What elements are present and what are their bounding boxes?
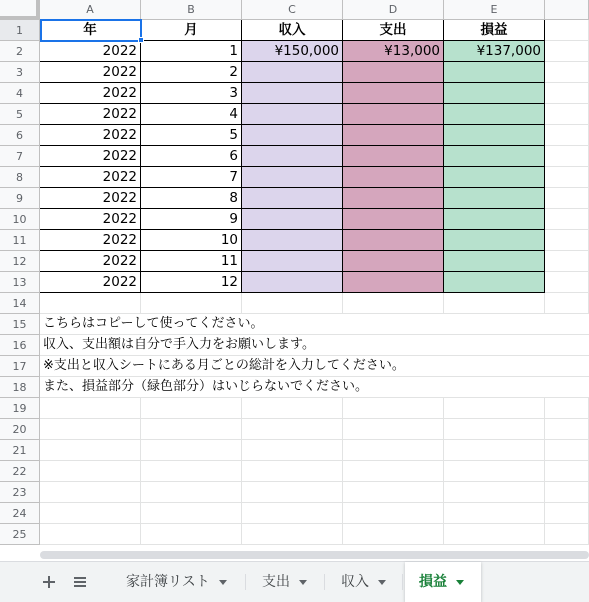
column-header-a[interactable]: A	[40, 0, 141, 20]
sheet-tab-label: 家計簿リスト	[126, 574, 210, 590]
row-header-1[interactable]: 1	[0, 20, 40, 41]
empty-cell[interactable]	[343, 482, 444, 503]
empty-cell[interactable]	[545, 419, 589, 440]
empty-cell[interactable]	[545, 398, 589, 419]
profit-cell[interactable]	[444, 125, 545, 146]
empty-cell[interactable]	[343, 461, 444, 482]
empty-cell[interactable]	[40, 482, 141, 503]
sheet-tab-label: 収入	[341, 574, 369, 590]
empty-cell[interactable]	[444, 419, 545, 440]
profit-cell[interactable]	[444, 188, 545, 209]
empty-cell[interactable]	[40, 461, 141, 482]
empty-cell[interactable]	[545, 482, 589, 503]
profit-cell[interactable]	[444, 251, 545, 272]
year-cell[interactable]: 2022	[40, 209, 141, 230]
income-cell[interactable]	[242, 167, 343, 188]
row-header-16[interactable]: 16	[0, 335, 40, 356]
row-header-17[interactable]: 17	[0, 356, 40, 377]
sheet-tab-label: 損益	[419, 574, 447, 590]
empty-cell[interactable]	[343, 419, 444, 440]
horizontal-scrollbar[interactable]	[40, 551, 589, 559]
empty-cell[interactable]	[545, 209, 589, 230]
header-cell[interactable]: 年	[40, 20, 141, 41]
row-header-4[interactable]: 4	[0, 83, 40, 104]
row-header-7[interactable]: 7	[0, 146, 40, 167]
profit-cell[interactable]	[444, 167, 545, 188]
income-cell[interactable]	[242, 104, 343, 125]
row-header-9[interactable]: 9	[0, 188, 40, 209]
row-header-8[interactable]: 8	[0, 167, 40, 188]
empty-cell[interactable]	[545, 83, 589, 104]
income-cell[interactable]	[242, 188, 343, 209]
empty-cell[interactable]	[444, 524, 545, 545]
header-cell[interactable]: 月	[141, 20, 242, 41]
empty-cell[interactable]	[141, 398, 242, 419]
row-header-10[interactable]: 10	[0, 209, 40, 230]
row-header-14[interactable]: 14	[0, 293, 40, 314]
empty-cell[interactable]	[545, 230, 589, 251]
empty-cell[interactable]	[40, 398, 141, 419]
empty-cell[interactable]	[545, 125, 589, 146]
year-cell[interactable]: 2022	[40, 188, 141, 209]
income-cell[interactable]	[242, 125, 343, 146]
month-cell[interactable]: 7	[141, 167, 242, 188]
income-cell[interactable]	[242, 272, 343, 293]
expense-cell[interactable]	[343, 62, 444, 83]
caret-down-icon[interactable]	[378, 580, 386, 585]
caret-down-icon[interactable]	[456, 580, 464, 585]
year-cell[interactable]: 2022	[40, 167, 141, 188]
empty-cell[interactable]	[141, 482, 242, 503]
row-header-12[interactable]: 12	[0, 251, 40, 272]
income-cell[interactable]: ¥150,000	[242, 41, 343, 62]
expense-cell[interactable]	[343, 230, 444, 251]
profit-cell[interactable]: ¥137,000	[444, 41, 545, 62]
expense-cell[interactable]	[343, 125, 444, 146]
empty-cell[interactable]	[40, 419, 141, 440]
expense-cell[interactable]	[343, 188, 444, 209]
empty-cell[interactable]	[545, 272, 589, 293]
header-cell[interactable]: 損益	[444, 20, 545, 41]
note-cell[interactable]: こちらはコピーして使ってください。	[40, 314, 589, 335]
empty-cell[interactable]	[545, 251, 589, 272]
profit-cell[interactable]	[444, 230, 545, 251]
empty-cell[interactable]	[545, 62, 589, 83]
row-header-24[interactable]: 24	[0, 503, 40, 524]
row-header-15[interactable]: 15	[0, 314, 40, 335]
empty-cell[interactable]	[545, 293, 589, 314]
tab-divider	[402, 574, 403, 590]
caret-down-icon[interactable]	[299, 580, 307, 585]
empty-cell[interactable]	[40, 440, 141, 461]
empty-cell[interactable]	[343, 398, 444, 419]
empty-cell[interactable]	[545, 20, 589, 41]
empty-cell[interactable]	[242, 524, 343, 545]
expense-cell[interactable]	[343, 272, 444, 293]
profit-cell[interactable]	[444, 83, 545, 104]
sheet-tab-bar	[0, 561, 589, 602]
column-header-c[interactable]: C	[242, 0, 343, 20]
empty-cell[interactable]	[242, 503, 343, 524]
empty-cell[interactable]	[242, 482, 343, 503]
row-header-5[interactable]: 5	[0, 104, 40, 125]
sheet-tab[interactable]	[112, 562, 232, 602]
year-cell[interactable]: 2022	[40, 272, 141, 293]
empty-cell[interactable]	[343, 293, 444, 314]
sheet-tab-label: 支出	[262, 574, 290, 590]
tab-divider	[324, 574, 325, 590]
year-cell[interactable]: 2022	[40, 125, 141, 146]
row-header-25[interactable]: 25	[0, 524, 40, 545]
expense-cell[interactable]	[343, 167, 444, 188]
row-header-19[interactable]: 19	[0, 398, 40, 419]
month-cell[interactable]: 1	[141, 41, 242, 62]
empty-cell[interactable]	[141, 524, 242, 545]
year-cell[interactable]: 2022	[40, 146, 141, 167]
empty-cell[interactable]	[545, 503, 589, 524]
year-cell[interactable]: 2022	[40, 83, 141, 104]
empty-cell[interactable]	[141, 440, 242, 461]
profit-cell[interactable]	[444, 209, 545, 230]
select-all-corner[interactable]	[0, 0, 40, 20]
column-header-overflow[interactable]	[545, 0, 589, 20]
row-header-21[interactable]: 21	[0, 440, 40, 461]
empty-cell[interactable]	[545, 146, 589, 167]
empty-cell[interactable]	[545, 188, 589, 209]
empty-cell[interactable]	[444, 461, 545, 482]
empty-cell[interactable]	[242, 461, 343, 482]
header-cell[interactable]: 支出	[343, 20, 444, 41]
empty-cell[interactable]	[343, 503, 444, 524]
list-icon[interactable]	[68, 570, 92, 594]
empty-cell[interactable]	[242, 440, 343, 461]
year-cell[interactable]: 2022	[40, 41, 141, 62]
row-header-2[interactable]: 2	[0, 41, 40, 62]
month-cell[interactable]: 10	[141, 230, 242, 251]
month-cell[interactable]: 2	[141, 62, 242, 83]
caret-down-icon[interactable]	[219, 580, 227, 585]
row-header-22[interactable]: 22	[0, 461, 40, 482]
expense-cell[interactable]	[343, 251, 444, 272]
profit-cell[interactable]	[444, 146, 545, 167]
empty-cell[interactable]	[444, 293, 545, 314]
note-cell[interactable]: また、損益部分（緑色部分）はいじらないでください。	[40, 377, 589, 398]
month-cell[interactable]: 4	[141, 104, 242, 125]
profit-cell[interactable]	[444, 62, 545, 83]
empty-cell[interactable]	[444, 398, 545, 419]
header-cell[interactable]: 収入	[242, 20, 343, 41]
year-cell[interactable]: 2022	[40, 251, 141, 272]
sheet-tab[interactable]	[327, 562, 389, 602]
income-cell[interactable]	[242, 83, 343, 104]
year-cell[interactable]: 2022	[40, 104, 141, 125]
tab-divider	[245, 574, 246, 590]
note-cell[interactable]: 収入、支出額は自分で手入力をお願いします。	[40, 335, 589, 356]
month-cell[interactable]: 11	[141, 251, 242, 272]
expense-cell[interactable]	[343, 146, 444, 167]
empty-cell[interactable]	[545, 41, 589, 62]
row-header-20[interactable]: 20	[0, 419, 40, 440]
year-cell[interactable]: 2022	[40, 230, 141, 251]
profit-cell[interactable]	[444, 104, 545, 125]
empty-cell[interactable]	[545, 524, 589, 545]
income-cell[interactable]	[242, 209, 343, 230]
empty-cell[interactable]	[444, 503, 545, 524]
month-cell[interactable]: 5	[141, 125, 242, 146]
empty-cell[interactable]	[141, 419, 242, 440]
expense-cell[interactable]: ¥13,000	[343, 41, 444, 62]
row-header-3[interactable]: 3	[0, 62, 40, 83]
row-header-11[interactable]: 11	[0, 230, 40, 251]
empty-cell[interactable]	[40, 503, 141, 524]
note-cell[interactable]: ※支出と収入シートにある月ごとの総計を入力してください。	[40, 356, 589, 377]
row-header-23[interactable]: 23	[0, 482, 40, 503]
column-header-b[interactable]: B	[141, 0, 242, 20]
column-header-e[interactable]: E	[444, 0, 545, 20]
income-cell[interactable]	[242, 230, 343, 251]
fill-handle[interactable]	[138, 37, 144, 43]
row-header-13[interactable]: 13	[0, 272, 40, 293]
empty-cell[interactable]	[444, 440, 545, 461]
month-cell[interactable]: 12	[141, 272, 242, 293]
empty-cell[interactable]	[545, 167, 589, 188]
plus-icon[interactable]	[37, 570, 61, 594]
empty-cell[interactable]	[545, 104, 589, 125]
row-header-6[interactable]: 6	[0, 125, 40, 146]
empty-cell[interactable]	[242, 398, 343, 419]
empty-cell[interactable]	[40, 524, 141, 545]
empty-cell[interactable]	[40, 293, 141, 314]
empty-cell[interactable]	[444, 482, 545, 503]
empty-cell[interactable]	[141, 503, 242, 524]
empty-cell[interactable]	[242, 293, 343, 314]
income-cell[interactable]	[242, 251, 343, 272]
empty-cell[interactable]	[545, 461, 589, 482]
month-cell[interactable]: 3	[141, 83, 242, 104]
month-cell[interactable]: 6	[141, 146, 242, 167]
expense-cell[interactable]	[343, 104, 444, 125]
profit-cell[interactable]	[444, 272, 545, 293]
column-header-d[interactable]: D	[343, 0, 444, 20]
sheet-tab[interactable]	[405, 562, 481, 602]
sheet-tab[interactable]	[248, 562, 310, 602]
empty-cell[interactable]	[545, 440, 589, 461]
year-cell[interactable]: 2022	[40, 62, 141, 83]
expense-cell[interactable]	[343, 83, 444, 104]
income-cell[interactable]	[242, 146, 343, 167]
empty-cell[interactable]	[141, 293, 242, 314]
row-header-18[interactable]: 18	[0, 377, 40, 398]
empty-cell[interactable]	[141, 461, 242, 482]
month-cell[interactable]: 8	[141, 188, 242, 209]
empty-cell[interactable]	[343, 440, 444, 461]
empty-cell[interactable]	[343, 524, 444, 545]
expense-cell[interactable]	[343, 209, 444, 230]
month-cell[interactable]: 9	[141, 209, 242, 230]
empty-cell[interactable]	[242, 419, 343, 440]
income-cell[interactable]	[242, 62, 343, 83]
